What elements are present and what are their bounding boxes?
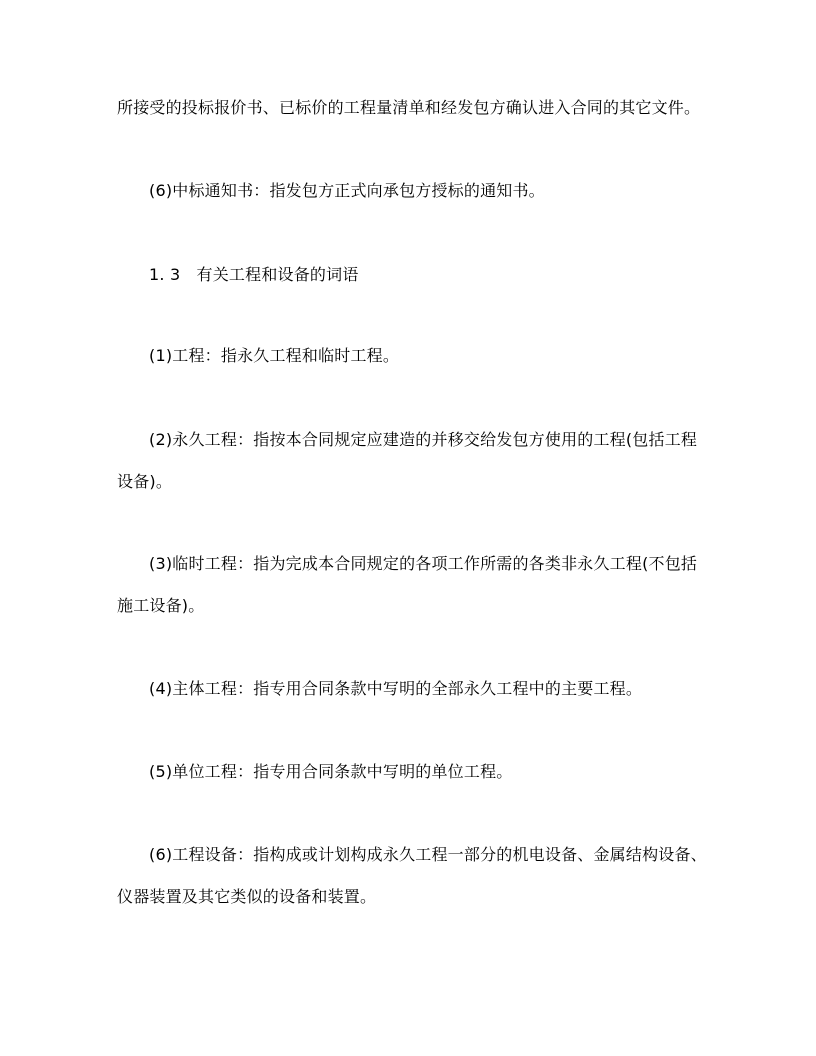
paragraph-permanent-works-line-2: 设备)。: [117, 472, 173, 491]
paragraph-temporary-works-line-2: 施工设备)。: [117, 596, 205, 615]
paragraph-equipment-line-1: (6)工程设备：指构成或计划构成永久工程一部分的机电设备、金属结构设备、: [149, 845, 707, 864]
paragraph-equipment-line-2: 仪器装置及其它类似的设备和装置。: [117, 887, 377, 906]
paragraph-permanent-works-line-1: (2)永久工程：指按本合同规定应建造的并移交给发包方使用的工程(包括工程: [149, 430, 698, 449]
section-heading-1-3: 1. 3 有关工程和设备的词语: [149, 265, 359, 284]
paragraph-contract-documents-continuation: 所接受的投标报价书、已标价的工程量清单和经发包方确认进入合同的其它文件。: [117, 98, 701, 117]
paragraph-unit-works: (5)单位工程：指专用合同条款中写明的单位工程。: [149, 762, 513, 781]
paragraph-main-works: (4)主体工程：指专用合同条款中写明的全部永久工程中的主要工程。: [149, 679, 643, 698]
paragraph-temporary-works-line-1: (3)临时工程：指为完成本合同规定的各项工作所需的各类非永久工程(不包括: [149, 554, 698, 573]
paragraph-award-notice: (6)中标通知书：指发包方正式向承包方授标的通知书。: [149, 181, 545, 200]
paragraph-works-definition: (1)工程：指永久工程和临时工程。: [149, 346, 400, 365]
